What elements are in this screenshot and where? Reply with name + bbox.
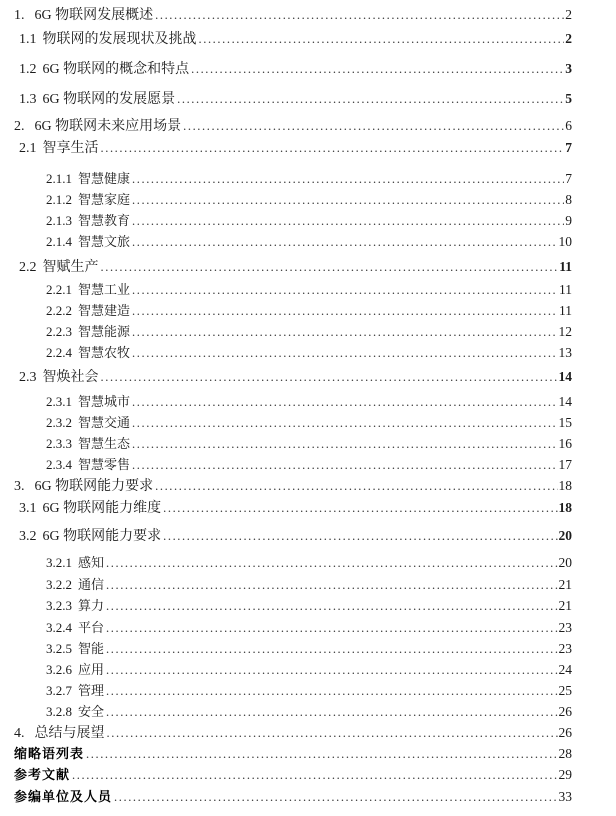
dot-leader xyxy=(132,433,557,455)
toc-entry[interactable] xyxy=(14,638,572,659)
toc-entry-title: 6G 物联网能力维度 xyxy=(42,501,162,516)
toc-entry-title: 智慧城市 xyxy=(78,394,131,409)
toc-entry-page: 26 xyxy=(558,704,572,719)
toc-entry[interactable] xyxy=(14,659,572,680)
dot-leader xyxy=(106,574,557,596)
toc-entry-title: 智赋生产 xyxy=(42,260,99,275)
toc-entry[interactable] xyxy=(14,574,572,595)
dot-leader xyxy=(132,210,564,232)
toc-entry-title: 平台 xyxy=(78,620,105,635)
toc-entry-number: 3.2 xyxy=(19,529,37,544)
toc-entry-page: 25 xyxy=(558,683,572,698)
toc-entry-number: 2. xyxy=(14,119,25,134)
toc-entry-page: 5 xyxy=(565,91,572,106)
toc-entry-number: 3.2.1 xyxy=(46,555,72,570)
toc-entry-page: 2 xyxy=(565,31,572,46)
dot-leader xyxy=(106,617,557,639)
toc-entry-number: 2.2.4 xyxy=(46,345,72,360)
toc-entry[interactable] xyxy=(14,680,572,701)
toc-entry-page: 11 xyxy=(559,282,572,297)
toc-entry[interactable] xyxy=(14,786,572,807)
toc-entry-title: 智慧家庭 xyxy=(78,192,131,207)
toc-entry-title: 智慧农牧 xyxy=(78,345,131,360)
toc-entry[interactable] xyxy=(14,433,572,454)
dot-leader xyxy=(106,701,557,723)
dot-leader xyxy=(101,257,559,278)
toc-entry-title: 智慧健康 xyxy=(78,171,131,186)
toc-entry-title: 参编单位及人员 xyxy=(14,789,113,804)
toc-entry-number: 2.1.4 xyxy=(46,234,72,249)
toc-entry-page: 28 xyxy=(558,746,572,761)
toc-entry-number: 1.3 xyxy=(19,92,37,107)
dot-leader xyxy=(155,476,557,497)
toc-entry[interactable] xyxy=(14,279,572,300)
dot-leader xyxy=(114,787,557,808)
toc-entry-title: 6G 物联网能力要求 xyxy=(34,479,154,494)
toc-entry[interactable] xyxy=(14,497,572,518)
dot-leader xyxy=(107,723,558,744)
toc-entry-page: 3 xyxy=(565,61,572,76)
toc-entry-page: 15 xyxy=(558,415,572,430)
toc-entry[interactable] xyxy=(14,342,572,363)
toc-entry-number: 3. xyxy=(14,479,25,494)
toc-entry-number: 3.2.4 xyxy=(46,620,72,635)
toc-entry[interactable] xyxy=(14,743,572,764)
toc-entry[interactable] xyxy=(14,168,572,189)
toc-entry[interactable] xyxy=(14,475,572,496)
toc-entry[interactable] xyxy=(14,256,572,277)
toc-entry[interactable] xyxy=(14,300,572,321)
toc-entry-number: 2.3.4 xyxy=(46,457,72,472)
toc-entry-number: 2.2.2 xyxy=(46,303,72,318)
toc-entry-number: 2.1.1 xyxy=(46,171,72,186)
dot-leader xyxy=(132,342,557,364)
toc-entry-page: 10 xyxy=(558,234,572,249)
toc-entry-number: 2.1.2 xyxy=(46,192,72,207)
toc-entry-title: 应用 xyxy=(78,662,105,677)
dot-leader xyxy=(183,116,564,137)
toc-entry-number: 3.2.8 xyxy=(46,704,72,719)
toc-entry[interactable] xyxy=(14,321,572,342)
toc-entry-number: 1.2 xyxy=(19,62,37,77)
dot-leader xyxy=(199,29,565,50)
toc-entry-page: 11 xyxy=(559,259,572,274)
toc-entry[interactable] xyxy=(14,701,572,722)
toc-entry[interactable] xyxy=(14,722,572,743)
dot-leader xyxy=(132,321,557,343)
toc-entry-title: 通信 xyxy=(78,577,105,592)
toc-entry-page: 8 xyxy=(565,192,572,207)
toc-entry-number: 3.2.7 xyxy=(46,683,72,698)
toc-entry[interactable] xyxy=(14,764,572,785)
toc-entry-number: 2.1 xyxy=(19,141,37,156)
toc-entry-title: 6G 物联网未来应用场景 xyxy=(34,119,182,134)
toc-entry-page: 6 xyxy=(565,118,572,133)
toc-entry-page: 20 xyxy=(558,555,572,570)
toc-entry-title: 6G 物联网的发展愿景 xyxy=(42,92,176,107)
toc-entry-page: 18 xyxy=(558,500,572,515)
toc-entry-page: 11 xyxy=(559,303,572,318)
toc-entry-number: 2.3.3 xyxy=(46,436,72,451)
toc-entry-title: 感知 xyxy=(78,555,105,570)
toc-entry[interactable] xyxy=(14,617,572,638)
toc-entry-title: 管理 xyxy=(78,683,105,698)
dot-leader xyxy=(163,498,557,519)
dot-leader xyxy=(163,526,557,547)
toc-entry-page: 2 xyxy=(565,7,572,22)
toc-entry-title: 算力 xyxy=(78,598,105,613)
toc-entry[interactable] xyxy=(14,595,572,616)
toc-entry-title: 6G 物联网的概念和特点 xyxy=(42,62,190,77)
dot-leader xyxy=(155,5,564,26)
toc-entry-page: 16 xyxy=(558,436,572,451)
toc-entry-page: 23 xyxy=(558,620,572,635)
dot-leader xyxy=(72,765,557,786)
toc-entry-title: 参考文献 xyxy=(14,767,71,782)
toc-entry-number: 2.2.1 xyxy=(46,282,72,297)
toc-entry-title: 智焕社会 xyxy=(42,370,99,385)
dot-leader xyxy=(106,638,557,660)
toc-entry-number: 3.2.2 xyxy=(46,577,72,592)
toc-entry[interactable] xyxy=(14,189,572,210)
dot-leader xyxy=(177,89,564,110)
toc-entry[interactable] xyxy=(14,412,572,433)
toc-entry[interactable] xyxy=(14,231,572,252)
dot-leader xyxy=(101,138,565,159)
dot-leader xyxy=(132,300,558,322)
toc-entry-title: 6G 物联网发展概述 xyxy=(34,8,154,23)
toc-entry[interactable] xyxy=(14,28,572,49)
toc-entry[interactable] xyxy=(14,454,572,475)
dot-leader xyxy=(86,744,557,765)
toc-entry-title: 智慧教育 xyxy=(78,213,131,228)
toc-list xyxy=(14,4,572,807)
toc-entry-title: 安全 xyxy=(78,704,105,719)
toc-entry[interactable] xyxy=(14,525,572,546)
toc-entry-title: 6G 物联网能力要求 xyxy=(42,529,162,544)
toc-entry-number: 4. xyxy=(14,726,25,741)
toc-entry-page: 26 xyxy=(558,725,572,740)
toc-entry-title: 智慧能源 xyxy=(78,324,131,339)
toc-entry-number: 2.3 xyxy=(19,370,37,385)
dot-leader xyxy=(132,454,557,476)
dot-leader xyxy=(132,168,564,190)
toc-entry-title: 智慧交通 xyxy=(78,415,131,430)
toc-entry-page: 21 xyxy=(558,598,572,613)
dot-leader xyxy=(132,391,557,413)
toc-entry[interactable] xyxy=(14,115,572,136)
toc-entry-page: 7 xyxy=(565,171,572,186)
toc-entry[interactable] xyxy=(14,210,572,231)
toc-entry[interactable] xyxy=(14,88,572,109)
dot-leader xyxy=(132,412,557,434)
toc-entry-page: 20 xyxy=(558,528,572,543)
dot-leader xyxy=(106,659,557,681)
toc-entry-page: 33 xyxy=(558,789,572,804)
toc-entry[interactable] xyxy=(14,552,572,573)
toc-entry-number: 3.2.6 xyxy=(46,662,72,677)
toc-entry-title: 总结与展望 xyxy=(34,726,105,741)
toc-entry[interactable] xyxy=(14,4,572,25)
toc-entry-number: 1.1 xyxy=(19,32,37,47)
toc-entry[interactable] xyxy=(14,137,572,158)
toc-entry-number: 2.2 xyxy=(19,260,37,275)
dot-leader xyxy=(132,189,564,211)
toc-entry[interactable] xyxy=(14,58,572,79)
dot-leader xyxy=(101,367,558,388)
toc-entry-title: 智能 xyxy=(78,641,105,656)
toc-entry-title: 智慧工业 xyxy=(78,282,131,297)
toc-entry-number: 2.1.3 xyxy=(46,213,72,228)
toc-entry-title: 物联网的发展现状及挑战 xyxy=(42,32,197,47)
dot-leader xyxy=(191,59,564,80)
toc-entry-page: 17 xyxy=(558,457,572,472)
toc-entry-title: 智慧建造 xyxy=(78,303,131,318)
toc-entry[interactable] xyxy=(14,391,572,412)
toc-entry-number: 2.3.2 xyxy=(46,415,72,430)
toc-entry-number: 1. xyxy=(14,8,25,23)
dot-leader xyxy=(106,595,557,617)
dot-leader xyxy=(106,680,557,702)
toc-entry-number: 3.2.3 xyxy=(46,598,72,613)
dot-leader xyxy=(106,552,557,574)
toc-entry-page: 21 xyxy=(558,577,572,592)
toc-entry-number: 3.2.5 xyxy=(46,641,72,656)
toc-entry-number: 2.3.1 xyxy=(46,394,72,409)
toc-entry-page: 14 xyxy=(558,394,572,409)
toc-entry-page: 29 xyxy=(558,767,572,782)
toc-entry-page: 14 xyxy=(558,369,572,384)
toc-entry-number: 3.1 xyxy=(19,501,37,516)
toc-entry-page: 24 xyxy=(558,662,572,677)
toc-entry[interactable] xyxy=(14,366,572,387)
toc-entry-title: 智慧生态 xyxy=(78,436,131,451)
toc-entry-page: 7 xyxy=(565,140,572,155)
toc-entry-page: 12 xyxy=(558,324,572,339)
dot-leader xyxy=(132,231,557,253)
toc-entry-page: 13 xyxy=(558,345,572,360)
dot-leader xyxy=(132,279,558,301)
toc-entry-page: 18 xyxy=(558,478,572,493)
toc-entry-number: 2.2.3 xyxy=(46,324,72,339)
toc-entry-title: 缩略语列表 xyxy=(14,746,85,761)
toc-entry-title: 智享生活 xyxy=(42,141,99,156)
toc-entry-page: 9 xyxy=(565,213,572,228)
toc-entry-page: 23 xyxy=(558,641,572,656)
toc-entry-title: 智慧零售 xyxy=(78,457,131,472)
toc-entry-title: 智慧文旅 xyxy=(78,234,131,249)
